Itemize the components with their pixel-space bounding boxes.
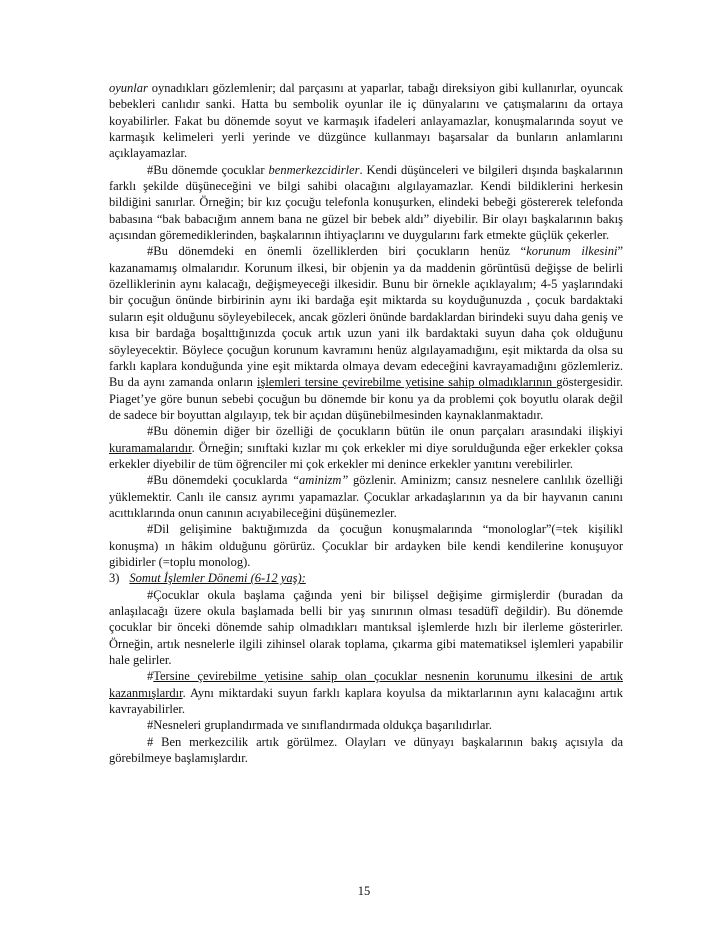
paragraph-text: # bbox=[147, 669, 154, 684]
paragraph-text: . Örneğin; sınıftaki kızlar mı çok erkekler mi diye sorulduğunda eğer erkekler çoksa erkekler diyebilir de tüm öğrenciler mi çok erkekler mi denince erkekler yanıtını verebilirler. bbox=[109, 440, 623, 471]
paragraph-text: . Aynı miktardaki suyun farklı kaplara koyulsa da miktarlarının aynı kalacağını artık kavrayabilirler. bbox=[109, 685, 623, 717]
paragraph-school-age: #Çocuklar okula başlama çağında yeni bir bilişsel değişime girmişlerdir (buradan da anlaşılacağı üzere okula başlamada belli bir yaş sınırının olması tesadüfî değildir). Bu dönemde çocuklar bir önceki dönemde sahip olmadıkları mantıksal işlemlerde hızlı bir ilerleme gösterirler. Örneğin, artık nesnelerle ilgili zihinsel olarak toplama, çıkarma gibi matematiksel işlemleri yapabilir hale gelirler. bbox=[109, 587, 623, 668]
paragraph-part-whole bbox=[109, 423, 623, 472]
page-number: 15 bbox=[357, 884, 371, 898]
emphasis-term: oyunlar bbox=[109, 81, 148, 95]
paragraph-egocentrism bbox=[109, 162, 623, 244]
paragraph-classification: #Nesneleri gruplandırmada ve sınıflandırmada oldukça başarılıdırlar. bbox=[147, 718, 493, 733]
paragraph-text: #Bu dönemdeki en önemli özelliklerden biri çocukların henüz “ bbox=[147, 244, 527, 259]
paragraph-text: göstergesidir. Piaget’ye göre bunun sebebi çocuğun bu dönemde bir konu ya da problemi çok boyutlu olarak değil de sadece bir boyuttan algılayıp, tek bir açıdan düşünebilmesinden kaynaklanmaktadır. bbox=[109, 375, 623, 422]
section-title: Somut İşlemler Dönemi (6-12 yaş): bbox=[129, 571, 306, 586]
paragraph-text: #Bu dönemin diğer bir özelliği de çocukların bütün ile onun parçaları arasındaki ilişkiyi bbox=[147, 424, 623, 439]
emphasis-term: korunum ilkesini bbox=[526, 244, 618, 259]
paragraph-decentration: # Ben merkezcilik artık görülmez. Olayları ve dünyayı başkalarının bakış açısıyla da görebilmeye başlamışlardır. bbox=[109, 734, 623, 766]
underlined-phrase: kuramamalarıdır bbox=[109, 440, 192, 455]
paragraph-language: #Dil gelişimine baktığımızda da çocuğun konuşmalarında “monologlar”(=tek kişilikl konuşma) ın hâkim olduğunu görürüz. Çocuklar bir ardayken bile kendi kendilerine konuşuyor gibidirler (=toplu monolog). bbox=[109, 522, 623, 569]
paragraph-conservation bbox=[109, 243, 623, 423]
emphasis-term: benmerkezcidirler bbox=[268, 162, 360, 177]
emphasis-term: “aminizm” bbox=[292, 473, 349, 488]
paragraph-text: #Bu dönemde çocuklar bbox=[147, 162, 269, 177]
paragraph-reversibility bbox=[109, 668, 623, 717]
page-body bbox=[109, 80, 623, 766]
section-number: 3) bbox=[109, 571, 120, 586]
paragraph-animism bbox=[109, 472, 623, 521]
paragraph-text: #Bu dönemdeki çocuklarda bbox=[147, 473, 293, 488]
paragraph-symbolic-play bbox=[109, 80, 623, 162]
paragraph-text: . Kendi düşünceleri ve bilgileri dışında başkalarının farklı şekilde düşüneceğini ve bilgi sahibi olacağını algılayamazlar. Kendi bildiklerini herkesin bildiğini sanırlar. Örneğin; bir kız çocuğu telefonla konuşurken, elindeki bebeği göstererek telefonda babasına “bak babacığım annem bana ne güzel bir bebek aldı” diyebilir. Bir olayı başkalarının bakış açısından göremediklerinden, başkalarının ihtiyaçlarını ve duygularını fark etmekte güçlük çekerler. bbox=[109, 162, 623, 243]
paragraph-text: ” kazanamamış olmalarıdır. Korunum ilkesi, bir objenin ya da maddenin görüntüsü değişse de belirli özelliklerinin aynı kalacağı, değişmeyeceği ilkesidir. Bunu bir örnekle açıklayalım; 4-5 yaşlarındaki bir çocuğun önünde birbirinin aynı iki bardağa eşit miktarda su koyduğunuzda , çocuk bardaktaki suların eşit olduğunu söyleyebilecek, ancak gözleri önünde bardaklardan birindeki suyu daha geniş ve kısa bir bardağa boşalttığınızda çocuk artık uzun yani ilk bardaktaki suyun daha çok olduğunu söyleyecektir. Böylece çocuğun korunum kavramını henüz algılayamadığını, eşit miktarda da olsa su farklı kaplara konduğunda yine eşit miktarda olmaya devam edeceğini kavrayamadığını gözlemleriz. Bu da aynı zamanda onların bbox=[109, 244, 624, 390]
section-heading bbox=[109, 570, 623, 586]
underlined-phrase: işlemleri tersine çevirebilme yetisine sahip olmadıklarının bbox=[256, 375, 557, 390]
paragraph-text: oynadıkları gözlemlenir; dal parçasını at yaparlar, tabağı direksiyon gibi kullanırlar, oyuncak bebekleri canlıdır sanki. Hatta bu sembolik oyunlar ile iç dünyalarını ve çatışmalarını da ortaya koyabilirler. Fakat bu dönemde soyut ve karmaşık ifadeleri anlayamazlar, konuşmalarında soyut ve karmaşık kelimeleri yerli yerinde ve düzgünce kullanmayı başarsalar da bunların anlamlarını açıklayamazlar. bbox=[109, 81, 623, 161]
paragraph-text: gözlenir. Aminizm; cansız nesnelere canlılık özelliği yüklemektir. Canlı ile cansız ayrımı yapamazlar. Çocuklar arkadaşlarının ya da bir hayvanın canını acıttıklarında onun canının acıyabileceğini düşünemezler. bbox=[109, 473, 623, 520]
underlined-phrase: Tersine çevirebilme yetisine sahip olan çocuklar nesnenin korunumu ilkesini de artık kazanmışlardır bbox=[109, 669, 623, 700]
